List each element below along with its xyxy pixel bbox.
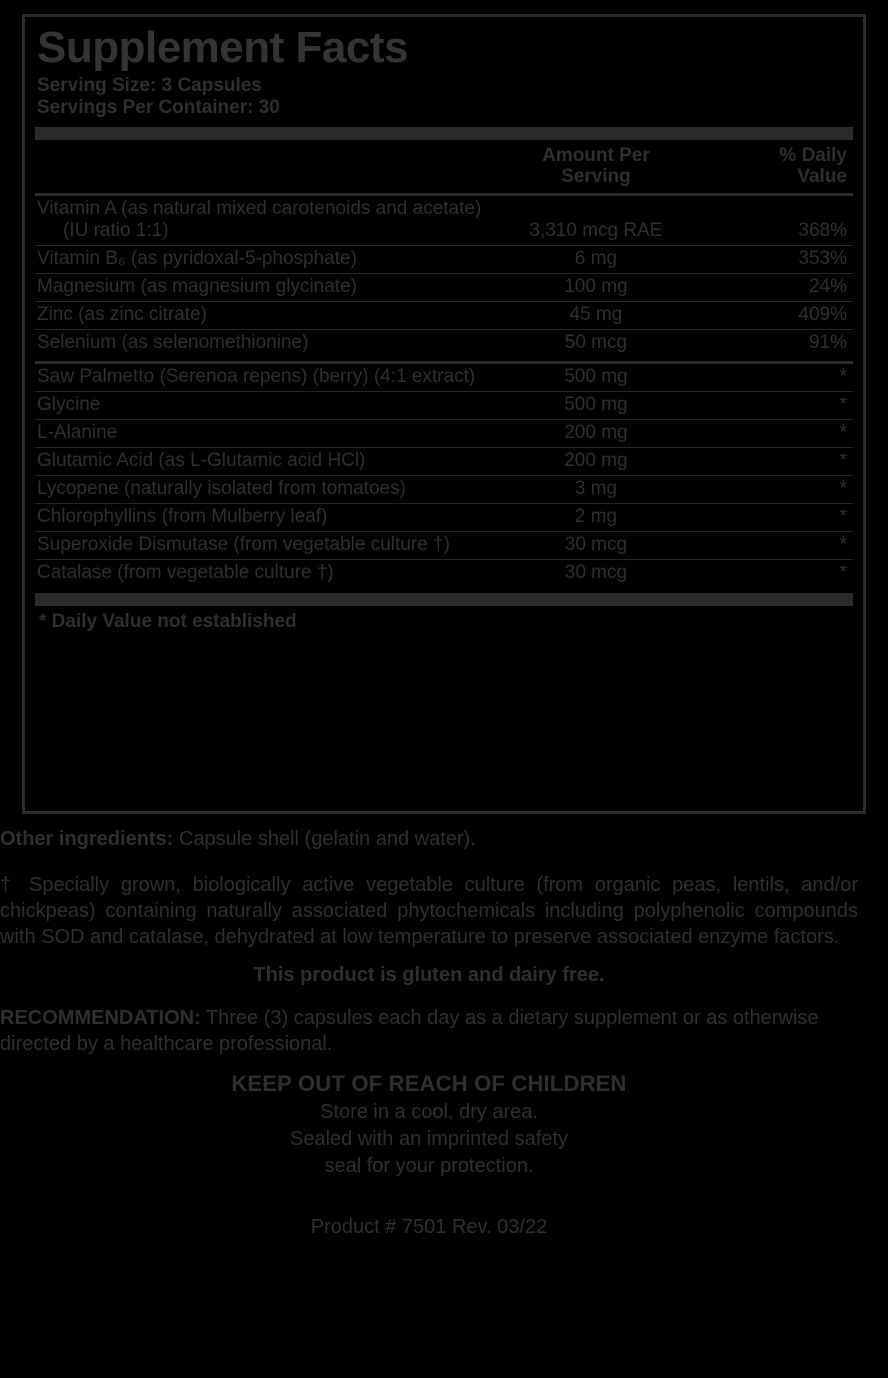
- nutrient-dv: 409%: [798, 304, 847, 325]
- table-row: [35, 504, 853, 531]
- ingredient-dv: *: [839, 478, 847, 499]
- ingredient-name: L-Alanine: [37, 422, 118, 443]
- other-ingredients: [0, 826, 858, 852]
- ingredient-amount: 30 mcg: [564, 534, 628, 555]
- header-blank: [35, 140, 491, 193]
- ingredient-name: Glycine: [37, 394, 101, 415]
- ingredient-amount: 500 mg: [564, 394, 628, 415]
- facts-table: [35, 140, 853, 193]
- table-row: [35, 196, 853, 245]
- ingredient-amount: 30 mcg: [564, 562, 628, 583]
- nutrients-table-4: [35, 302, 853, 329]
- ingredient-amount: 3 mg: [574, 478, 618, 499]
- recommendation: [0, 1005, 858, 1057]
- nutrient-name-line2: (IU ratio 1:1): [63, 220, 169, 241]
- nutrient-name: Zinc (as zinc citrate): [37, 304, 207, 325]
- ingredient-dv: *: [839, 562, 847, 583]
- nutrient-dv: 91%: [808, 332, 847, 353]
- recommendation-label: RECOMMENDATION:: [0, 1007, 201, 1029]
- dagger-note: † Specially grown, biologically active vegetable culture (from organic peas, lentils, and/or chickpeas) containing naturally associated phytochemicals including polyphenolic compounds with SOD and catalase, dehydrated at low temperature to preserve associated enzyme factors.: [0, 874, 858, 948]
- ingredient-amount: 200 mg: [564, 450, 628, 471]
- nutrient-amount-value: 3,310 mcg RAE: [529, 220, 663, 241]
- ingredient-dv: *: [839, 394, 847, 415]
- botanicals-table-2: [35, 392, 853, 419]
- ingredient-amount: 2 mg: [574, 506, 618, 527]
- header-dv-line1: % Daily: [779, 145, 847, 166]
- header-dv-line2: Value: [797, 166, 847, 187]
- nutrient-amount: 45 mg: [569, 304, 623, 325]
- nutrient-name: Selenium (as selenomethionine): [37, 332, 309, 353]
- divider-thick-bottom: [35, 593, 853, 606]
- botanicals-table-6: [35, 504, 853, 531]
- storage-line-1: Store in a cool, dry area.: [320, 1101, 538, 1123]
- table-row: [35, 274, 853, 301]
- botanicals-table-4: [35, 448, 853, 475]
- ingredient-name: Saw Palmetto (Serenoa repens) (berry) (4:1 extract): [37, 366, 476, 387]
- table-row: [35, 330, 853, 357]
- ingredient-amount: 500 mg: [564, 366, 628, 387]
- table-row: [35, 476, 853, 503]
- storage-line-3: seal for your protection.: [324, 1155, 534, 1177]
- nutrient-dv: 353%: [798, 248, 847, 269]
- nutrient-name: [35, 196, 491, 245]
- header-daily-value: [701, 140, 853, 193]
- ingredient-dv: *: [839, 534, 847, 555]
- recommendation-text: Three (3) capsules each day as a dietary supplement or as otherwise directed by a healthcare professional.: [0, 1007, 819, 1055]
- table-row: [35, 364, 853, 391]
- ingredient-name: Superoxide Dismutase (from vegetable culture †): [37, 534, 450, 555]
- table-row: [35, 302, 853, 329]
- ingredient-dv: *: [839, 422, 847, 443]
- other-ingredients-label: Other ingredients:: [0, 828, 174, 850]
- nutrient-name: Vitamin B₆ (as pyridoxal-5-phosphate): [37, 248, 357, 269]
- table-row: [35, 246, 853, 273]
- ingredient-name: Lycopene (naturally isolated from tomatoes): [37, 478, 406, 499]
- keep-out-of-reach-warning: KEEP OUT OF REACH OF CHILDREN: [231, 1071, 627, 1096]
- nutrient-name: Magnesium (as magnesium glycinate): [37, 276, 357, 297]
- storage-line-2: Sealed with an imprinted safety: [290, 1128, 568, 1150]
- nutrient-name-line1: Vitamin A (as natural mixed carotenoids and acetate): [37, 198, 482, 219]
- table-row: [35, 560, 853, 587]
- table-row: [35, 392, 853, 419]
- table-header-row: [35, 140, 853, 193]
- botanicals-table-3: [35, 420, 853, 447]
- nutrients-table-5: [35, 330, 853, 357]
- other-ingredients-text: Capsule shell (gelatin and water).: [178, 828, 476, 850]
- table-row: [35, 532, 853, 559]
- supplement-facts-panel: [22, 14, 866, 814]
- botanicals-table-1: [35, 364, 853, 391]
- serving-size: Serving Size: 3 Capsules: [37, 75, 262, 96]
- botanicals-table-5: [35, 476, 853, 503]
- nutrient-dv: [701, 196, 853, 245]
- nutrient-amount: 6 mg: [574, 248, 618, 269]
- ingredient-dv: *: [839, 450, 847, 471]
- nutrient-amount: 100 mg: [564, 276, 628, 297]
- servings-per-container: Servings Per Container: 30: [37, 97, 280, 118]
- header-amount-line2: Serving: [561, 166, 631, 187]
- header-amount-line1: Amount Per: [542, 145, 650, 166]
- nutrients-table-2: [35, 246, 853, 273]
- nutrients-table: [35, 196, 853, 245]
- ingredient-dv: *: [839, 366, 847, 387]
- botanicals-table-8: [35, 560, 853, 587]
- nutrient-dv: 24%: [808, 276, 847, 297]
- header-amount-per-serving: [491, 140, 702, 193]
- botanicals-table-7: [35, 532, 853, 559]
- nutrient-dv-value: 368%: [798, 220, 847, 241]
- page-title: Supplement Facts: [37, 23, 408, 72]
- table-row: [35, 420, 853, 447]
- table-row: [35, 448, 853, 475]
- gluten-free-note: This product is gluten and dairy free.: [253, 964, 605, 986]
- ingredient-name: Glutamic Acid (as L-Glutamic acid HCl): [37, 450, 366, 471]
- ingredient-name: Catalase (from vegetable culture †): [37, 562, 334, 583]
- nutrient-amount: [491, 196, 702, 245]
- ingredient-amount: 200 mg: [564, 422, 628, 443]
- ingredient-dv: *: [839, 506, 847, 527]
- ingredient-name: Chlorophyllins (from Mulberry leaf): [37, 506, 328, 527]
- daily-value-footnote: * Daily Value not established: [39, 611, 297, 632]
- divider-thick-top: [35, 127, 853, 140]
- footer-text-block: [0, 826, 888, 1239]
- nutrient-amount: 50 mcg: [564, 332, 628, 353]
- nutrients-table-3: [35, 274, 853, 301]
- product-number: Product # 7501 Rev. 03/22: [310, 1216, 548, 1238]
